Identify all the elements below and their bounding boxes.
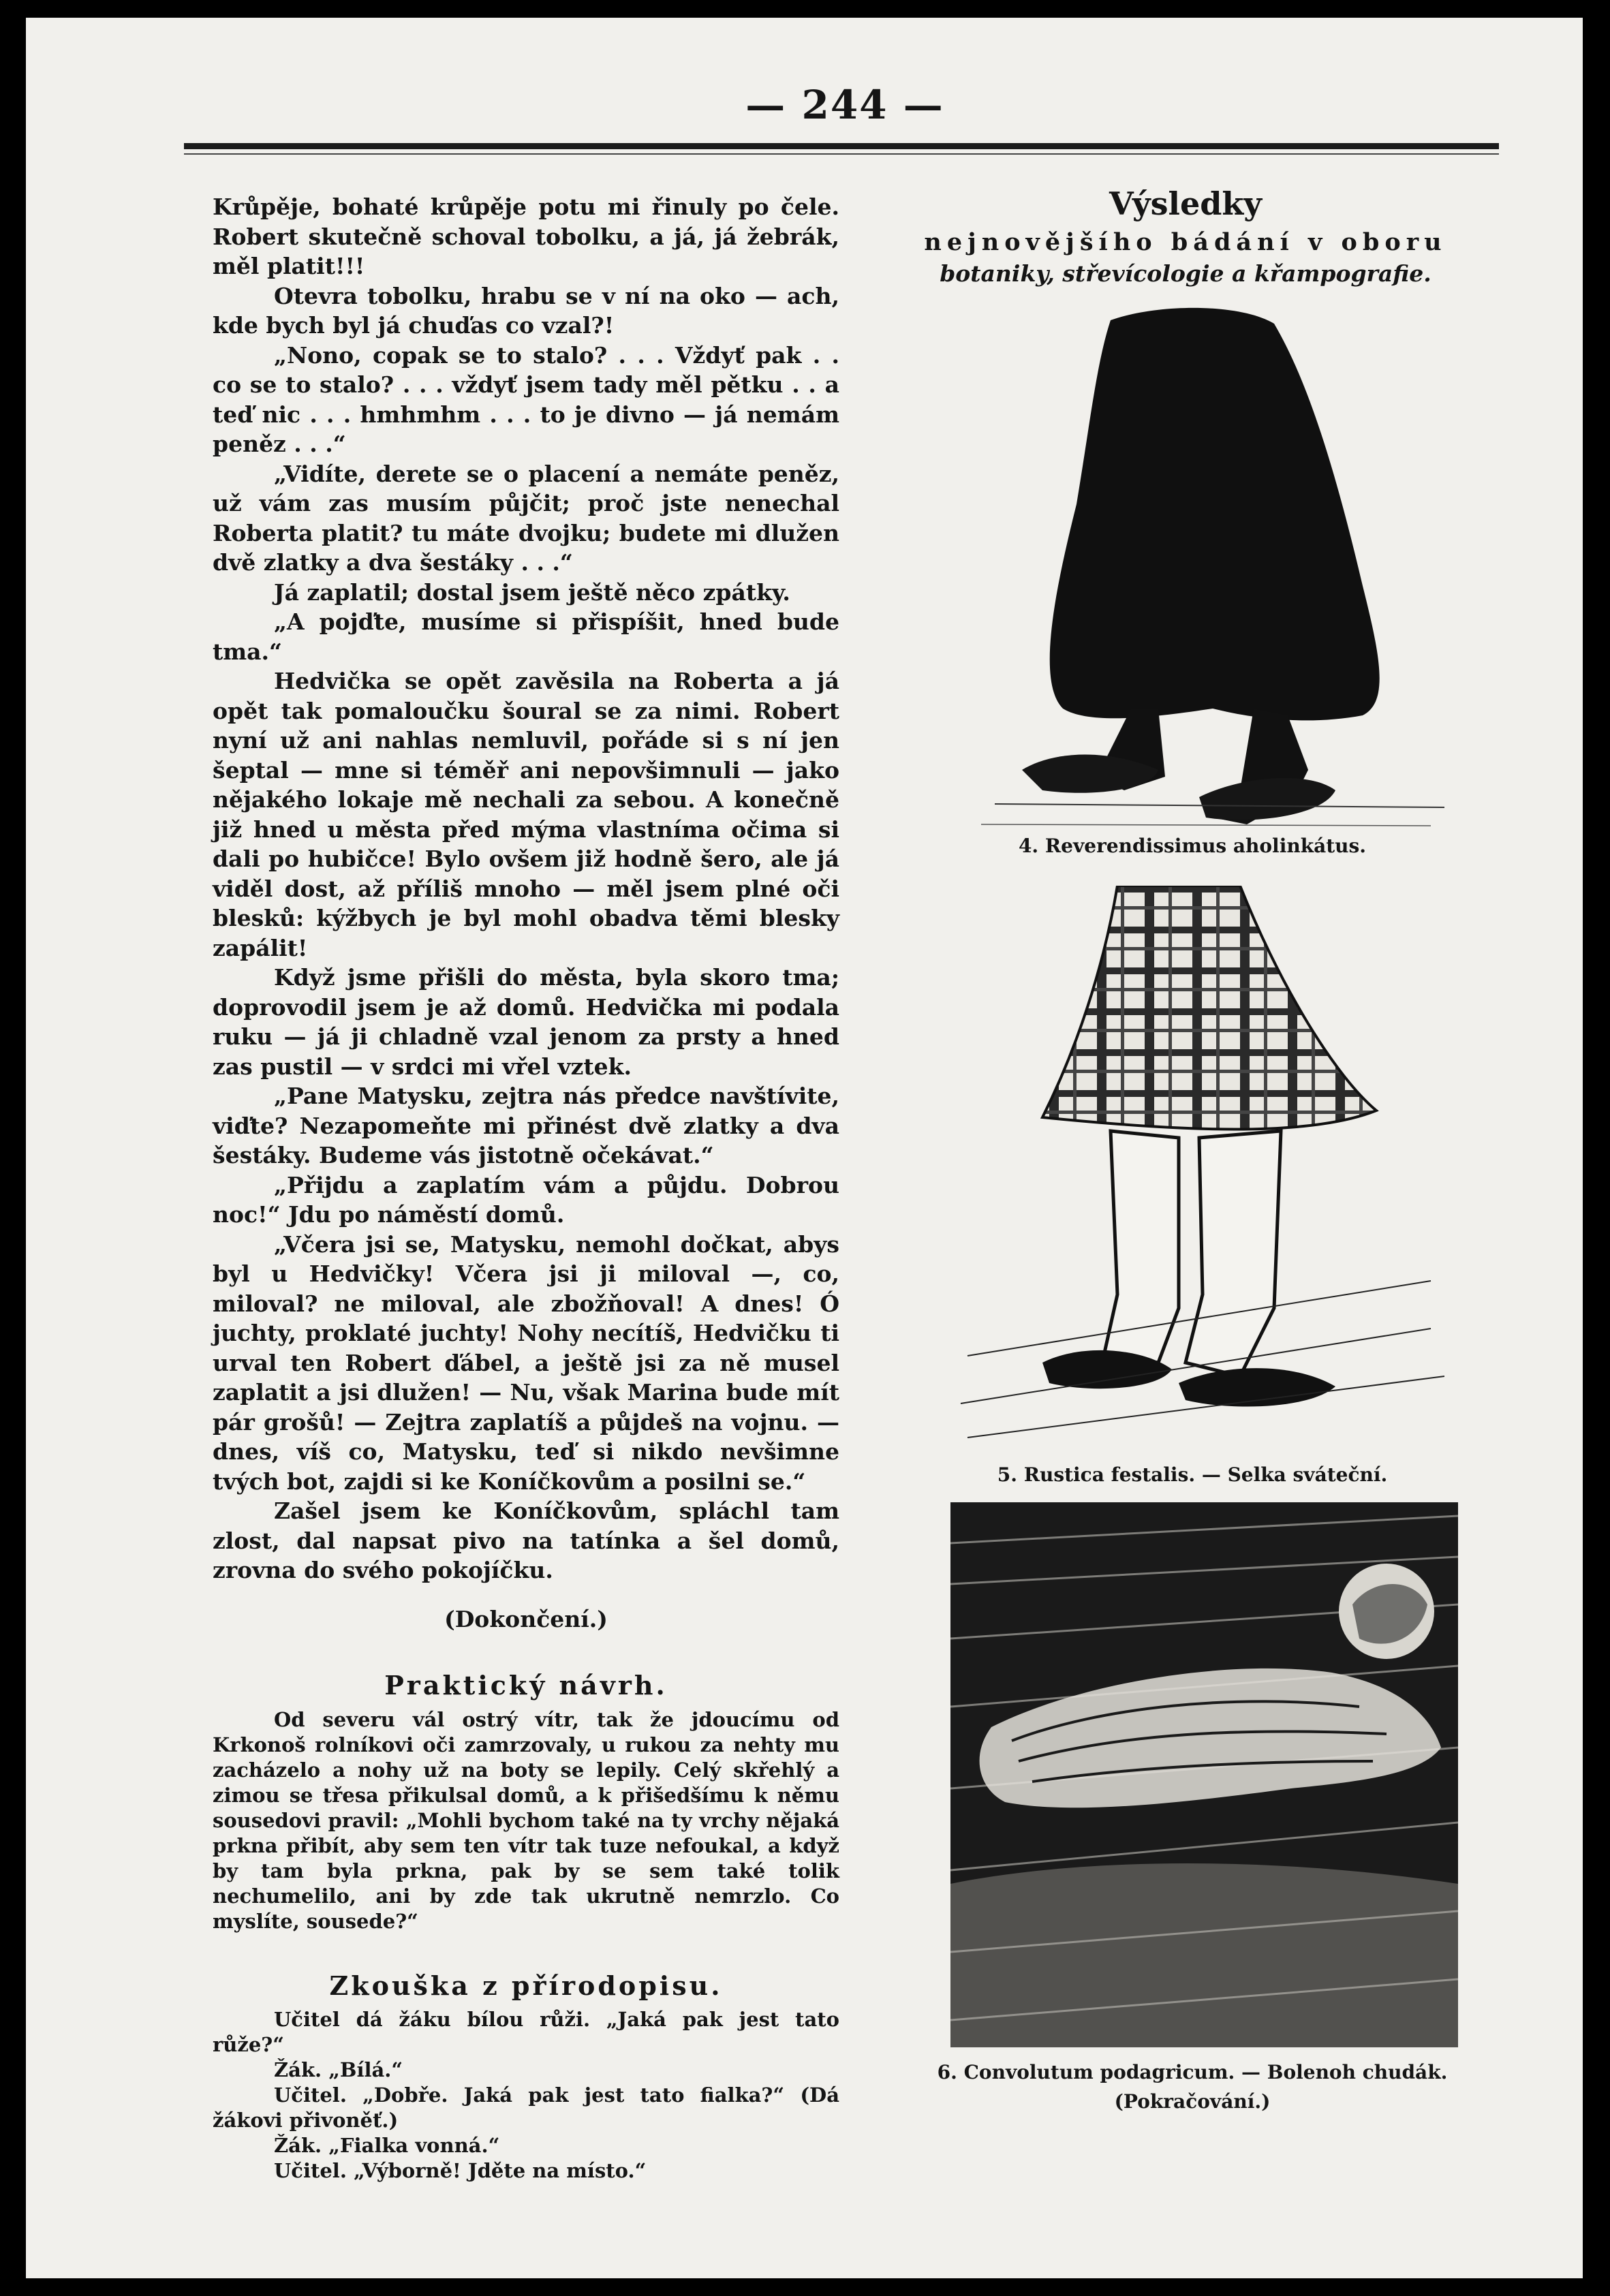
dialogue-line: Učitel. „Dobře. Jaká pak jest tato fialka?“ (Dá žákovi přivoněť.) — [213, 2083, 839, 2132]
illustration-convolutum-podagricum — [950, 1502, 1458, 2047]
paragraph: Zašel jsem ke Koníčkovům, spláchl tam zlost, dal napsat pivo na tatínka a šel domů, zrovna do svého pokojíčku. — [213, 1498, 839, 1583]
dialogue-line: Žák. „Bílá.“ — [274, 2058, 403, 2081]
illustration-rustica-festalis — [954, 886, 1444, 1451]
paragraph: „Přijdu a zaplatím vám a půjdu. Dobrou noc!“ Jdu po náměstí domů. — [213, 1171, 839, 1228]
dialogue-line: Učitel dá žáku bílou růži. „Jaká pak jest tato růže?“ — [213, 2008, 839, 2056]
paragraph: Krůpěje, bohaté krůpěje potu mi řinuly po čele. Robert skutečně schoval tobolku, a já, já žebrák, měl platit!!! — [213, 193, 839, 279]
left-column — [213, 192, 839, 2184]
paragraph: „Vidíte, derete se o placení a nemáte peněz, už vám zas musím půjčit; proč jste nenechal Roberta platit? tu máte dvojku; budete mi dlužen dvě zlatky a dva šestáky . . .“ — [213, 460, 839, 576]
paragraph: Otevra tobolku, hrabu se v ní na oko — ach, kde bych byl já chuďas co vzal?! — [213, 282, 839, 339]
caption-4: 4. Reverendissimus aholinkátus. — [1018, 835, 1367, 857]
paragraph: Já zaplatil; dostal jsem ještě něco zpátky. — [274, 578, 790, 606]
section-title-zkouska: Zkouška z přírodopisu. — [329, 1970, 723, 2001]
continued-note-right: (Pokračování.) — [1114, 2090, 1271, 2113]
illustration-series-title: Výsledky — [1109, 185, 1262, 222]
page-number: — 244 — — [745, 82, 944, 128]
section-title-prakticky-navrh: Praktický návrh. — [384, 1670, 668, 1701]
dialogue-line: Žák. „Fialka vonná.“ — [274, 2134, 500, 2157]
paragraph: „Nono, copak se to stalo? . . . Vždyť pak . . co se to stalo? . . . vždyť jsem tady měl pětku . . a teď nic . . . hmhmhm . . . to je divno — já nemám peněz . . .“ — [213, 341, 839, 457]
paragraph: Hedvička se opět zavěsila na Roberta a já opět tak pomaloučku šoural se za nimi. Robert nyní už ani nahlas nemluvil, pořáde si s ní jen šeptal — mne si téměř ani nepovšimnuli — jako nějakého lokaje mě nechali za sebou. A konečně již hned u města před mýma vlastníma očima si dali po hubičce! Bylo ovšem již hodně šero, ale já viděl dost, až příliš mnoho — měl jsem plné oči blesků: kýžbych je byl mohl obadva těmi blesky zapálit! — [213, 668, 839, 961]
caption-5: 5. Rustica festalis. — Selka sváteční. — [997, 1463, 1388, 1486]
dialogue-line: Učitel. „Výborně! Jděte na místo.“ — [274, 2159, 647, 2182]
anecdote-text: Od severu vál ostrý vítr, tak že jdoucímu od Krkonoš rolníkovi oči zamrzovaly, u rukou za nehty mu zacházelo a nohy už na boty se lepily. Celý skřehlý a zimou se třesa přikulsal domů, a k přišedšímu k němu sousedovi pravil: „Mohli bychom také na ty vrchy nějaká prkna přibít, aby sem ten vítr tak tuze nefoukal, a když by tam byla prkna, pak by se sem také tolik nechumelilo, ani by zde tak ukrutně nemrzlo. Co myslíte, sousede?“ — [213, 1707, 839, 1933]
paragraph: Když jsme přišli do města, byla skoro tma; doprovodil jsem je až domů. Hedvička mi podala ruku — já ji chladně vzal jenom za prsty a hned zas pustil — v srdci mi vřel vztek. — [213, 964, 839, 1080]
header-rule — [184, 143, 1499, 149]
paragraph: „A pojďte, musíme si přispíšit, hned bude tma.“ — [213, 608, 839, 665]
caption-6: 6. Convolutum podagricum. — Bolenoh chudák. — [937, 2061, 1448, 2083]
continued-note: (Dokončení.) — [444, 1605, 608, 1632]
illustration-series-subtitle: nejnovějšího bádání v oboru — [924, 228, 1447, 256]
illustration-series-subtitle-2: botaniky, střevícologie a křampografie. — [940, 260, 1431, 287]
header-rule-thin — [184, 153, 1499, 155]
paragraph: „Pane Matysku, zejtra nás předce navštívite, viďte? Nezapomeňte mi přinést dvě zlatky a dva šestáky. Budeme vás jistotně očekávat.“ — [213, 1083, 839, 1168]
paragraph: „Včera jsi se, Matysku, nemohl dočkat, abys byl u Hedvičky! Včera jsi ji miloval —, co, miloval? ne miloval, ale zbožňoval! A dnes! Ó juchty, proklaté juchty! Nohy necítíš, Hedvičku ti urval ten Robert ďábel, a ještě jsi za ně musel zaplatit a jsi dlužen! — Nu, však Marina bude mít pár grošů! — Zejtra zaplatíš a půjdeš na vojnu. — dnes, víš co, Matysku, teď si nikdo nevšimne tvých bot, zajdi si ke Koníčkovům a posilni se.“ — [213, 1230, 839, 1495]
illustration-reverendissimus — [954, 300, 1444, 831]
